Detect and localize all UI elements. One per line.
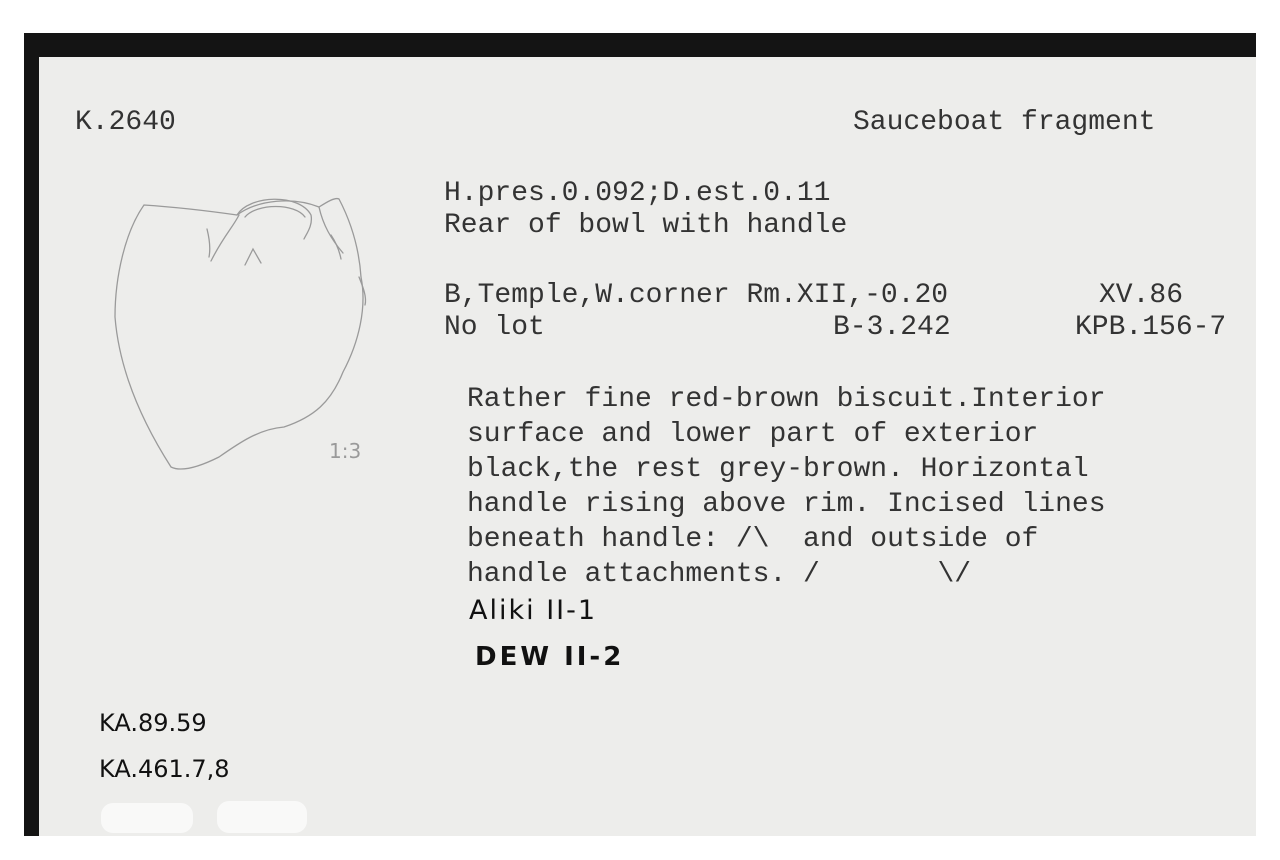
description-line: Rather fine red-brown biscuit.Interior (467, 384, 1106, 415)
object-name: Sauceboat fragment (853, 107, 1156, 138)
handwritten-aliki: Aliki II-1 (469, 595, 598, 626)
findspot: B,Temple,W.corner Rm.XII,-0.20 (444, 280, 949, 311)
handwritten-ka-2: KA.461.7,8 (99, 755, 230, 783)
description-line: beneath handle: /\ and outside of (467, 524, 1039, 555)
description-line: black,the rest grey-brown. Horizontal (467, 454, 1089, 485)
catalog-card (39, 57, 1256, 836)
scan-border-top (24, 33, 1256, 57)
findspot-ref: XV.86 (1099, 280, 1184, 311)
paper-smudge (217, 801, 307, 833)
drawing-scale: 1:3 (329, 439, 362, 463)
dimensions: H.pres.0.092;D.est.0.11 (444, 178, 831, 209)
lot: No lot (444, 312, 545, 343)
paper-smudge (101, 803, 193, 833)
inventory-number: K.2640 (75, 107, 176, 138)
description-line: handle attachments. / \/ (467, 559, 972, 590)
negative-number: B-3.242 (833, 312, 951, 343)
fragment-sketch (99, 177, 389, 477)
photo-reference: KPB.156-7 (1075, 312, 1227, 343)
part-description: Rear of bowl with handle (444, 210, 848, 241)
handwritten-dew: DEW II-2 (475, 642, 625, 672)
handwritten-ka-1: KA.89.59 (99, 709, 207, 737)
scan-border-left (24, 33, 39, 836)
description-line: handle rising above rim. Incised lines (467, 489, 1106, 520)
description-line: surface and lower part of exterior (467, 419, 1039, 450)
